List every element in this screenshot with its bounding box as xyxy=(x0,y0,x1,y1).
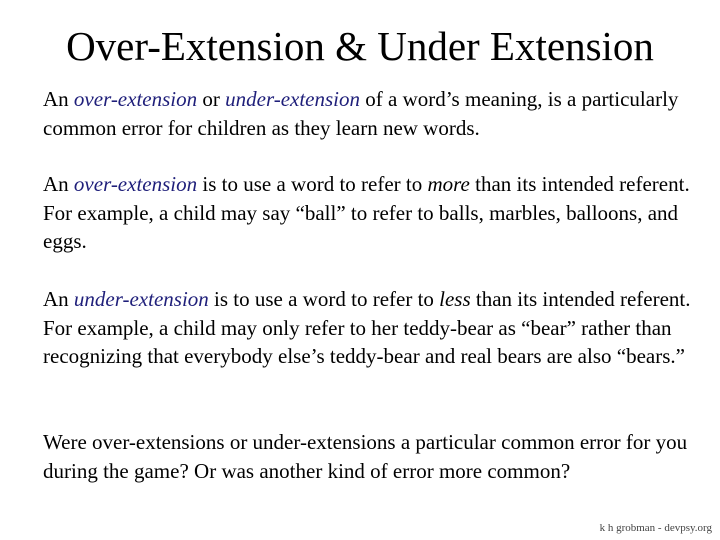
paragraph-definition-intro xyxy=(43,85,715,142)
slide-title: Over-Extension & Under Extension xyxy=(66,23,654,69)
term-over-extension: over-extension xyxy=(73,172,198,196)
paragraph-question xyxy=(43,428,715,485)
term-under-extension: under-extension xyxy=(225,87,360,111)
text-segment: An xyxy=(43,287,74,311)
text-segment: is to use a word to refer to xyxy=(208,287,440,311)
text-segment: of a word’s meaning, is a particularly common error for children as they learn new words. xyxy=(43,87,679,140)
term-under-extension: under-extension xyxy=(73,287,209,311)
footer-credit: k h grobman - devpsy.org xyxy=(599,522,712,534)
text-segment: than its intended referent. For example, a child may only refer to her teddy-bear as “bear” rather than recognizing that everybody else’s teddy-bear and real bears are also “bears.” xyxy=(43,287,691,368)
text-segment: is to use a word to refer to xyxy=(197,172,428,196)
paragraph-over-extension xyxy=(43,170,715,256)
emphasis-more: more xyxy=(427,172,470,196)
text-segment: An xyxy=(43,172,74,196)
emphasis-less: less xyxy=(439,287,471,311)
text-segment: than its intended referent. For example, a child may say “ball” to refer to balls, marbles, balloons, and eggs. xyxy=(43,172,690,253)
text-segment: or xyxy=(197,87,226,111)
term-over-extension: over-extension xyxy=(73,87,198,111)
text-segment: An xyxy=(43,87,74,111)
paragraph-under-extension xyxy=(43,285,715,371)
text-segment: Were over-extensions or under-extensions a particular common error for you during the game? Or was another kind of error more common? xyxy=(43,430,688,483)
